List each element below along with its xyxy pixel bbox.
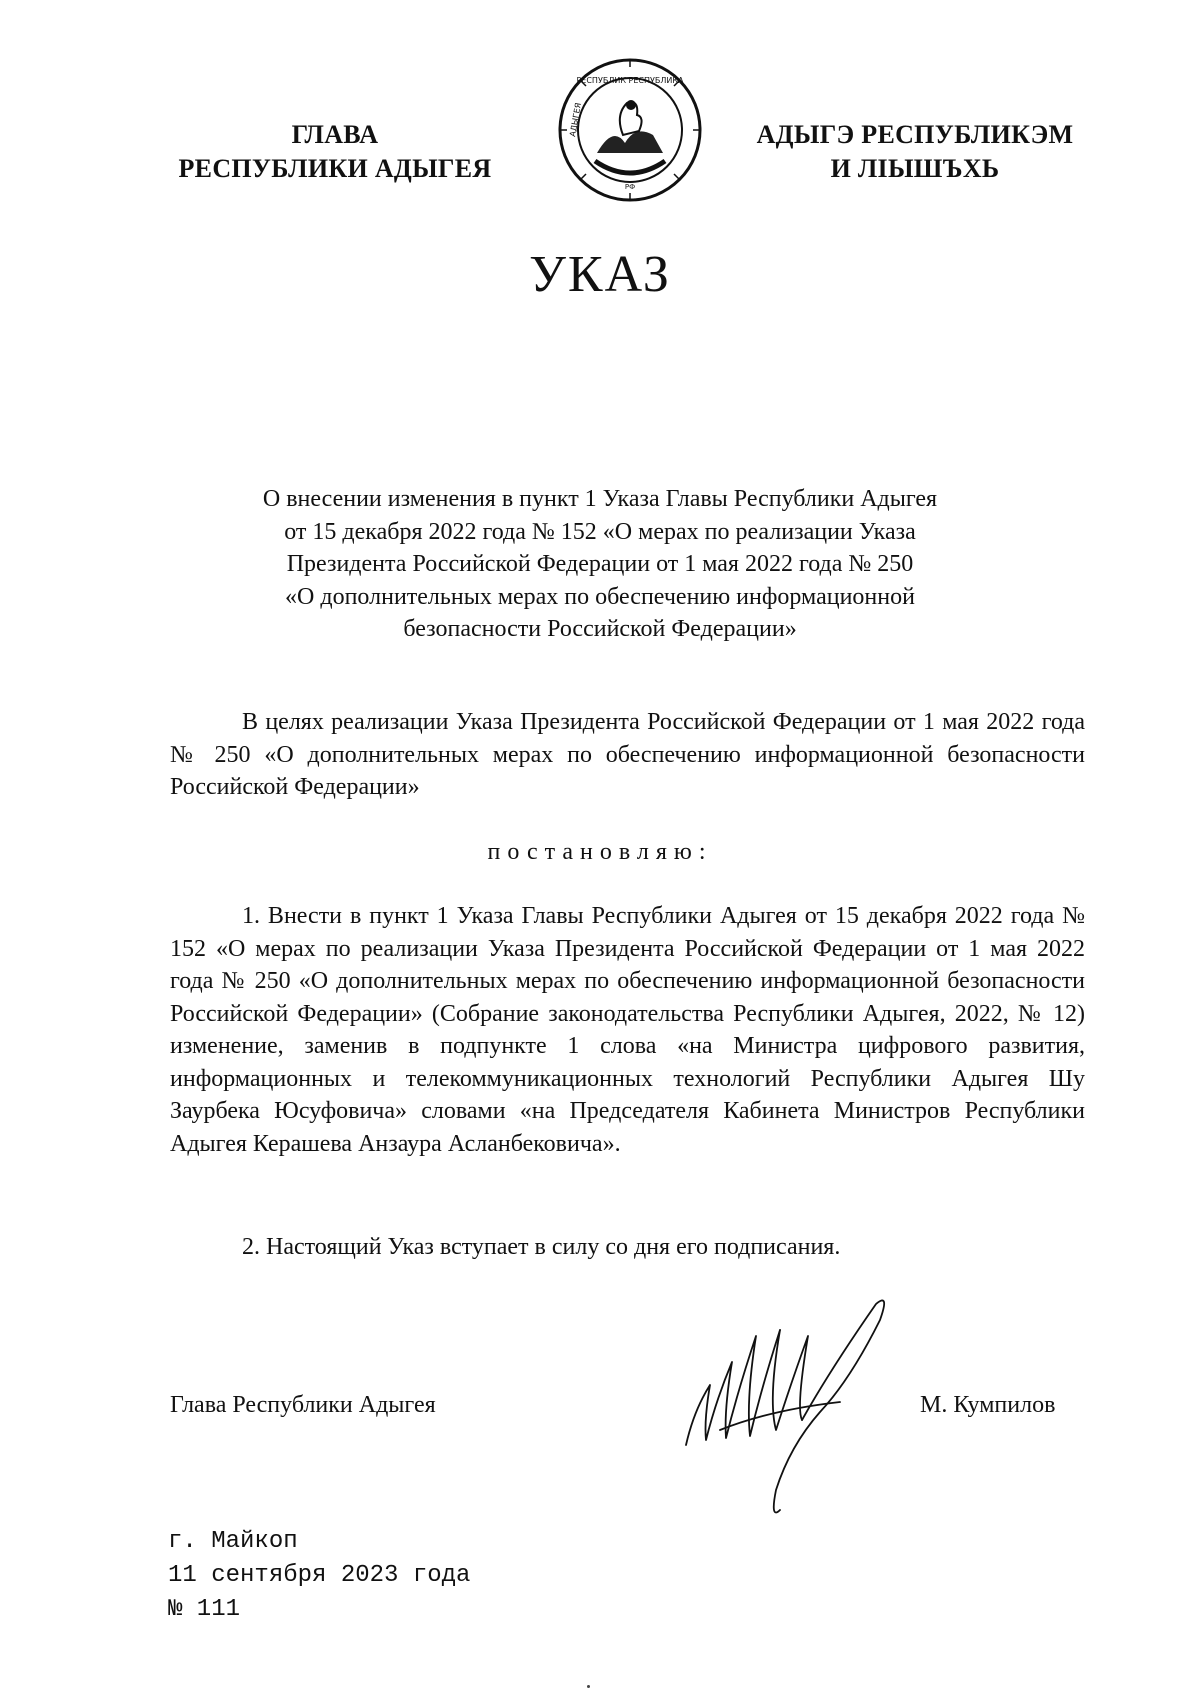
subject-line: «О дополнительных мерах по обеспечению информационной	[285, 583, 915, 610]
issuer-russian	[160, 118, 510, 186]
signer-name: М. Кумпилов	[920, 1392, 1056, 1418]
subject-line: от 15 декабря 2022 года № 152 «О мерах по реализации Указа	[284, 518, 916, 545]
item-1-paragraph: 1. Внести в пункт 1 Указа Главы Республики Адыгея от 15 декабря 2022 года № 152 «О мерах по реализации Указа Президента Российской Федерации от 1 мая 2022 года № 250 «О дополнительных мерах по обеспечению информационной безопасности Российской Федерации» (Собрание законодательства Республики Адыгея, 2022, № 12) изменение, заменив в подпункте 1 слова «на Министра цифрового развития, информационных и телекоммуникационных технологий Республики Адыгея Шу Заурбека Юсуфовича» словами «на Председателя Кабинета Министров Республики Адыгея Керашева Анзаура Асланбековича».	[170, 903, 1085, 1157]
issuer-adyghe	[730, 118, 1100, 186]
subject-line: безопасности Российской Федерации»	[403, 616, 797, 642]
subject-line: Президента Российской Федерации от 1 мая 2022 года № 250	[286, 551, 914, 577]
issuer-russian-line1: ГЛАВА	[291, 120, 379, 149]
document-title: УКАЗ	[529, 246, 671, 303]
issuer-adyghe-line2: И ЛІЫШЪХЬ	[830, 154, 1000, 183]
emblem-bottom-text: РФ	[624, 183, 636, 191]
subject-line: О внесении изменения в пункт 1 Указа Главы Республики Адыгея	[262, 486, 938, 512]
scan-speck	[587, 1685, 590, 1688]
document-subject	[200, 483, 1000, 646]
decree-number: № 111	[168, 1596, 241, 1623]
issuer-adyghe-line1: АДЫГЭ РЕСПУБЛИКЭМ	[756, 120, 1074, 149]
item-2-paragraph: 2. Настоящий Указ вступает в силу со дня его подписания.	[242, 1234, 841, 1260]
signer-title: Глава Республики Адыгея	[170, 1392, 436, 1418]
emblem-top-text: РЕСПУБЛИК РЕСПУБЛИКА	[576, 76, 684, 85]
preamble-paragraph: В целях реализации Указа Президента Российской Федерации от 1 мая 2022 года № 250 «О дополнительных мерах по обеспечению информационной безопасности Российской Федерации»	[170, 709, 1085, 800]
handwritten-signature	[680, 1290, 910, 1535]
emblem-side-text: АДЫГЕЯ	[568, 102, 583, 138]
coat-of-arms-emblem	[555, 55, 705, 205]
issuer-russian-line2: РЕСПУБЛИКИ АДЫГЕЯ	[178, 154, 492, 183]
issue-date: 11 сентября 2023 года	[168, 1562, 471, 1589]
issue-place: г. Майкоп	[168, 1528, 298, 1555]
resolve-word: постановляю:	[487, 839, 713, 865]
